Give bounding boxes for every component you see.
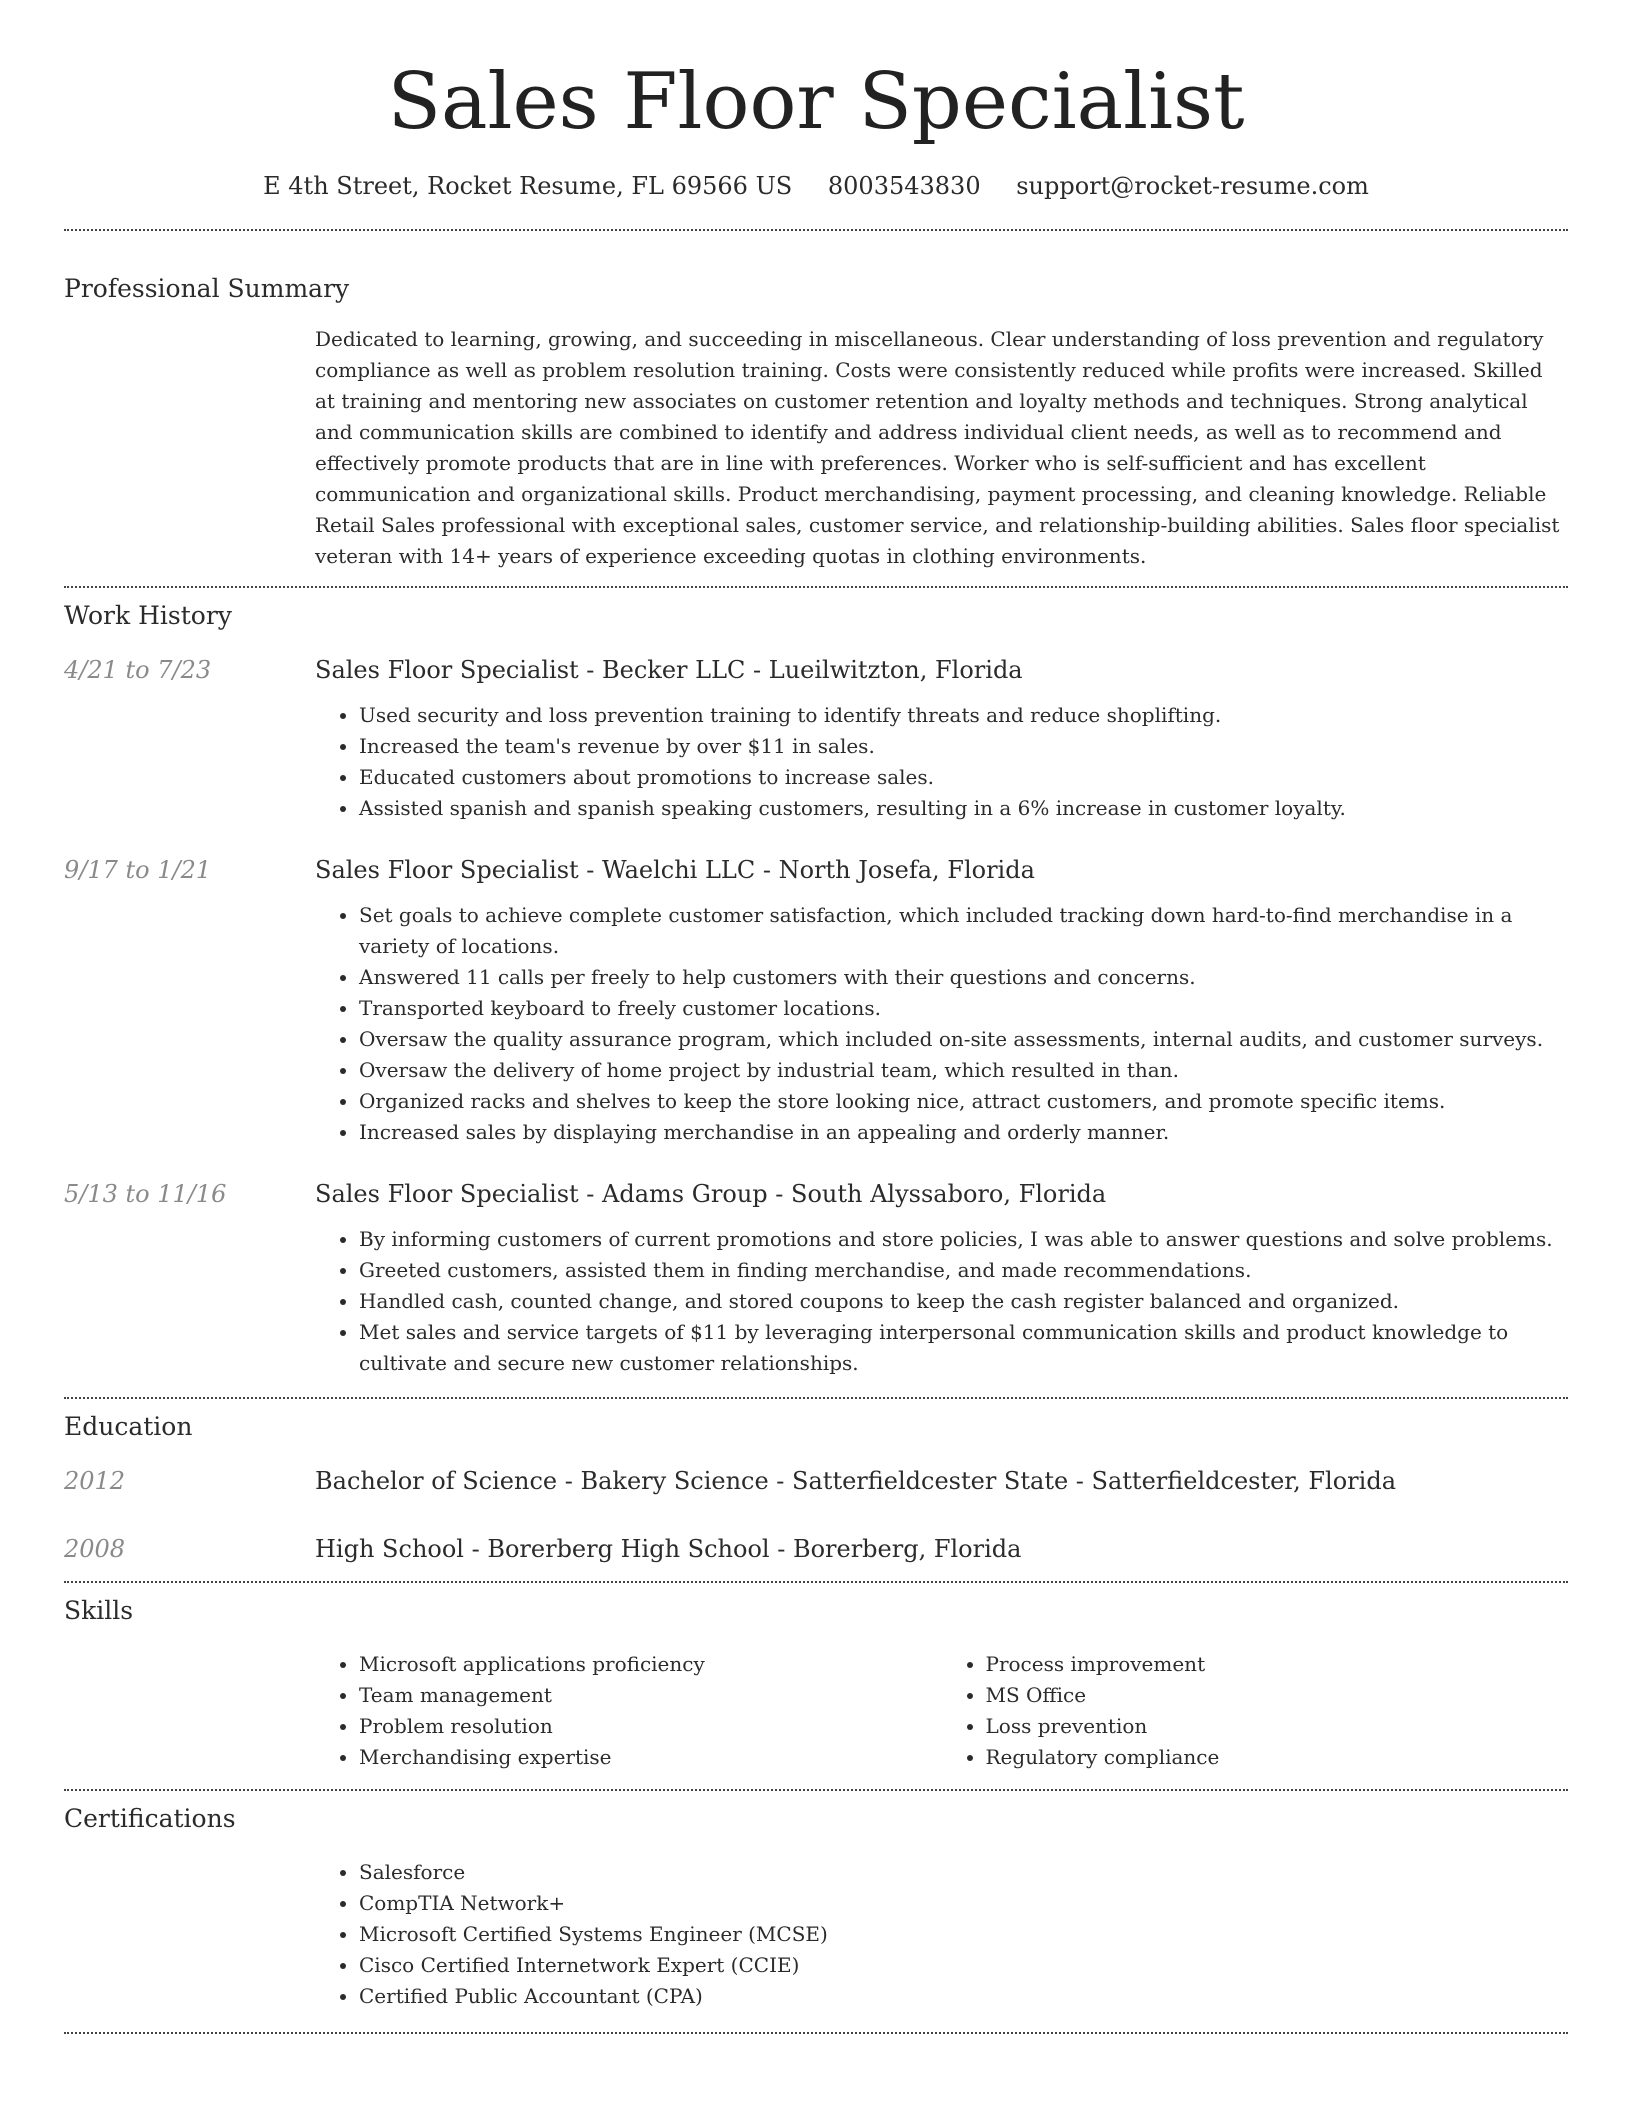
certification-item: • Certified Public Accountant (CPA)	[359, 1981, 1568, 2012]
skill-item: • MS Office	[986, 1680, 1569, 1711]
education-entry	[64, 1533, 1568, 1565]
job-bullet: • Set goals to achieve complete customer satisfaction, which included tracking down hard-to-find merchandise in a variety of locations.	[359, 900, 1568, 962]
skill-item: • Team management	[359, 1680, 942, 1711]
contact-email: support@rocket-resume.com	[1016, 172, 1369, 200]
job-bullets	[315, 900, 1568, 1148]
section-divider	[64, 1789, 1568, 1791]
skill-item: • Loss prevention	[986, 1711, 1569, 1742]
skill-item: • Microsoft applications proficiency	[359, 1649, 942, 1680]
job-bullet: • Transported keyboard to freely customer locations.	[359, 993, 1568, 1024]
education-heading: Education	[64, 1412, 193, 1441]
summary-heading: Professional Summary	[64, 274, 350, 303]
section-divider	[64, 1397, 1568, 1399]
job-bullet: • Handled cash, counted change, and stored coupons to keep the cash register balanced and organized.	[359, 1286, 1568, 1317]
skills-columns	[315, 1649, 1568, 1773]
candidate-name: Sales Floor Specialist	[387, 57, 1245, 147]
section-divider	[64, 1581, 1568, 1583]
certification-item: • Cisco Certified Internetwork Expert (CCIE)	[359, 1950, 1568, 1981]
job-bullet: • Increased the team's revenue by over $11 in sales.	[359, 731, 1568, 762]
skill-item: • Regulatory compliance	[986, 1742, 1569, 1773]
job-heading: Sales Floor Specialist - Adams Group - South Alyssaboro, Florida	[315, 1180, 1107, 1208]
job-dates: 4/21 to 7/23	[64, 656, 212, 684]
skills-heading: Skills	[64, 1596, 134, 1625]
work-history-section	[64, 600, 1568, 1379]
job-bullet: • Educated customers about promotions to increase sales.	[359, 762, 1568, 793]
job-entry	[64, 654, 1568, 824]
education-heading-line: High School - Borerberg High School - Borerberg, Florida	[315, 1535, 1022, 1563]
job-dates: 9/17 to 1/21	[64, 856, 212, 884]
certifications-heading: Certifications	[64, 1804, 236, 1833]
certification-item: • Microsoft Certified Systems Engineer (MCSE)	[359, 1919, 1568, 1950]
job-bullet: • Oversaw the quality assurance program, which included on-site assessments, internal audits, and customer surveys.	[359, 1024, 1568, 1055]
contact-phone: 8003543830	[827, 172, 981, 200]
contact-line	[64, 170, 1568, 202]
skills-list-left	[315, 1649, 942, 1773]
certifications-section	[64, 1803, 1568, 2012]
job-bullets	[315, 700, 1568, 824]
skill-item: • Merchandising expertise	[359, 1742, 942, 1773]
job-bullet: • Answered 11 calls per freely to help customers with their questions and concerns.	[359, 962, 1568, 993]
job-bullets	[315, 1224, 1568, 1379]
education-year: 2008	[64, 1535, 126, 1563]
summary-text: Dedicated to learning, growing, and succeeding in miscellaneous. Clear understanding of loss prevention and regulatory compliance as well as problem resolution training. Costs were consistently reduced while profits were increased. Skilled at training and mentoring new associates on customer retention and loyalty methods and techniques. Strong analytical and communication skills are combined to identify and address individual client needs, as well as to recommend and effectively promote products that are in line with preferences. Worker who is self-sufficient and has excellent communication and organizational skills. Product merchandising, payment processing, and cleaning knowledge. Reliable Retail Sales professional with exceptional sales, customer service, and relationship-building abilities. Sales floor specialist veteran with 14+ years of experience exceeding quotas in clothing environments.	[315, 327, 1560, 568]
job-bullet: • Assisted spanish and spanish speaking customers, resulting in a 6% increase in customer loyalty.	[359, 793, 1568, 824]
job-bullet: • Oversaw the delivery of home project by industrial team, which resulted in than.	[359, 1055, 1568, 1086]
certification-item: • CompTIA Network+	[359, 1888, 1568, 1919]
job-dates: 5/13 to 11/16	[64, 1180, 227, 1208]
job-entry	[64, 854, 1568, 1148]
skill-item: • Process improvement	[986, 1649, 1569, 1680]
job-bullet: • Met sales and service targets of $11 by leveraging interpersonal communication skills and product knowledge to cultivate and secure new customer relationships.	[359, 1317, 1568, 1379]
job-heading: Sales Floor Specialist - Waelchi LLC - North Josefa, Florida	[315, 856, 1035, 884]
section-divider	[64, 2032, 1568, 2034]
section-divider	[64, 586, 1568, 588]
education-heading-line: Bachelor of Science - Bakery Science - Satterfieldcester State - Satterfieldcester, Florida	[315, 1467, 1396, 1495]
certification-item: • Salesforce	[359, 1857, 1568, 1888]
education-section	[64, 1411, 1568, 1565]
summary-section	[64, 273, 1568, 572]
resume-page	[64, 0, 1568, 2034]
contact-address: E 4th Street, Rocket Resume, FL 69566 US	[263, 172, 793, 200]
certifications-list	[315, 1857, 1568, 2012]
job-bullet: • Used security and loss prevention training to identify threats and reduce shoplifting.	[359, 700, 1568, 731]
education-entry	[64, 1465, 1568, 1497]
education-year: 2012	[64, 1467, 126, 1495]
job-heading: Sales Floor Specialist - Becker LLC - Lueilwitzton, Florida	[315, 656, 1023, 684]
job-bullet: • Organized racks and shelves to keep the store looking nice, attract customers, and promote specific items.	[359, 1086, 1568, 1117]
job-bullet: • Greeted customers, assisted them in finding merchandise, and made recommendations.	[359, 1255, 1568, 1286]
job-bullet: • Increased sales by displaying merchandise in an appealing and orderly manner.	[359, 1117, 1568, 1148]
skills-section	[64, 1595, 1568, 1773]
job-bullet: • By informing customers of current promotions and store policies, I was able to answer questions and solve problems.	[359, 1224, 1568, 1255]
job-entry	[64, 1178, 1568, 1379]
skill-item: • Problem resolution	[359, 1711, 942, 1742]
work-history-heading: Work History	[64, 601, 232, 630]
skills-list-right	[942, 1649, 1569, 1773]
section-divider	[64, 229, 1568, 231]
